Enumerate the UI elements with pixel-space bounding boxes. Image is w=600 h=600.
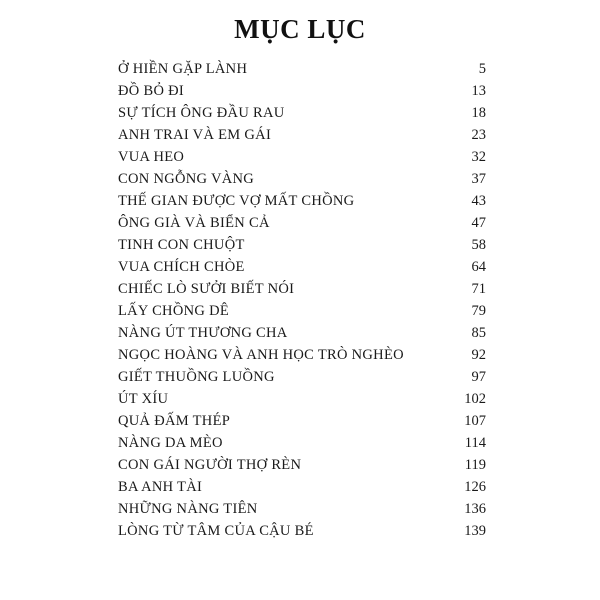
toc-entry-page-number: 139 bbox=[464, 523, 486, 539]
toc-entry-title: NGỌC HOÀNG VÀ ANH HỌC TRÒ NGHÈO bbox=[118, 347, 404, 363]
toc-entry bbox=[118, 58, 486, 80]
toc-entry-title: TINH CON CHUỘT bbox=[118, 237, 245, 253]
toc-entry-title: QUẢ ĐẤM THÉP bbox=[118, 413, 231, 429]
toc-entry-title: THẾ GIAN ĐƯỢC VỢ MẤT CHỒNG bbox=[118, 193, 355, 209]
toc-entry bbox=[118, 432, 486, 454]
toc-entry-title: ÔNG GIÀ VÀ BIỂN CẢ bbox=[118, 215, 270, 231]
toc-entry bbox=[118, 322, 486, 344]
toc-entry-page-number: 92 bbox=[471, 347, 486, 363]
toc-entry bbox=[118, 256, 486, 278]
toc-entry-page-number: 43 bbox=[471, 193, 486, 209]
toc-entry-title: LẤY CHỒNG DÊ bbox=[118, 303, 229, 319]
toc-entry-page-number: 5 bbox=[478, 61, 486, 77]
toc-entry-page-number: 32 bbox=[471, 149, 486, 165]
toc-entry-title: NÀNG ÚT THƯƠNG CHA bbox=[118, 325, 288, 341]
toc-entry-title: LÒNG TỪ TÂM CỦA CẬU BÉ bbox=[118, 523, 314, 539]
toc-entry-page-number: 23 bbox=[471, 127, 486, 143]
toc-entry-page-number: 107 bbox=[464, 413, 486, 429]
toc-entry-title: ANH TRAI VÀ EM GÁI bbox=[118, 127, 272, 143]
toc-entry-page-number: 79 bbox=[471, 303, 486, 319]
toc-entry-page-number: 47 bbox=[471, 215, 486, 231]
toc-entry-title: VUA CHÍCH CHÒE bbox=[118, 259, 245, 275]
toc-entry bbox=[118, 102, 486, 124]
toc-entry-page-number: 13 bbox=[471, 83, 486, 99]
toc-entry-page-number: 102 bbox=[464, 391, 486, 407]
toc-entry-title: Ở HIỀN GẶP LÀNH bbox=[118, 61, 248, 77]
toc-entry-title: CON GÁI NGƯỜI THỢ RÈN bbox=[118, 457, 302, 473]
toc-entry-page-number: 64 bbox=[471, 259, 486, 275]
toc-entry bbox=[118, 124, 486, 146]
toc-entry bbox=[118, 234, 486, 256]
toc-entry-title: CON NGỖNG VÀNG bbox=[118, 171, 255, 187]
toc-entry bbox=[118, 454, 486, 476]
toc-entry bbox=[118, 344, 486, 366]
toc-entry-title: CHIẾC LÒ SƯỞI BIẾT NÓI bbox=[118, 281, 295, 297]
toc-entry-title: VUA HEO bbox=[118, 149, 185, 165]
toc-entry bbox=[118, 300, 486, 322]
toc-entry bbox=[118, 498, 486, 520]
toc-entry-title: SỰ TÍCH ÔNG ĐẦU RAU bbox=[118, 105, 285, 121]
toc-entry-page-number: 58 bbox=[471, 237, 486, 253]
toc-entry-title: NHỮNG NÀNG TIÊN bbox=[118, 501, 258, 517]
toc-entry bbox=[118, 146, 486, 168]
toc-entry-page-number: 119 bbox=[464, 457, 486, 473]
toc-entry-title: ĐỒ BỎ ĐI bbox=[118, 83, 185, 99]
toc-entry bbox=[118, 212, 486, 234]
toc-entry bbox=[118, 190, 486, 212]
table-of-contents bbox=[118, 58, 486, 542]
toc-entry-title: GIẾT THUỒNG LUỒNG bbox=[118, 369, 275, 385]
toc-entry-title: NÀNG DA MÈO bbox=[118, 435, 223, 451]
toc-entry-page-number: 37 bbox=[471, 171, 486, 187]
toc-entry-page-number: 114 bbox=[464, 435, 486, 451]
toc-entry bbox=[118, 80, 486, 102]
toc-entry bbox=[118, 278, 486, 300]
toc-entry bbox=[118, 366, 486, 388]
toc-entry bbox=[118, 168, 486, 190]
toc-entry bbox=[118, 388, 486, 410]
toc-entry-title: BA ANH TÀI bbox=[118, 479, 203, 495]
toc-entry bbox=[118, 410, 486, 432]
page-title: MỤC LỤC bbox=[234, 14, 366, 44]
toc-entry bbox=[118, 520, 486, 542]
toc-entry bbox=[118, 476, 486, 498]
toc-entry-page-number: 85 bbox=[471, 325, 486, 341]
toc-entry-page-number: 18 bbox=[471, 105, 486, 121]
toc-entry-page-number: 136 bbox=[464, 501, 486, 517]
toc-entry-page-number: 71 bbox=[471, 281, 486, 297]
toc-entry-page-number: 97 bbox=[471, 369, 486, 385]
toc-entry-title: ÚT XÍU bbox=[118, 391, 169, 407]
toc-entry-page-number: 126 bbox=[464, 479, 486, 495]
